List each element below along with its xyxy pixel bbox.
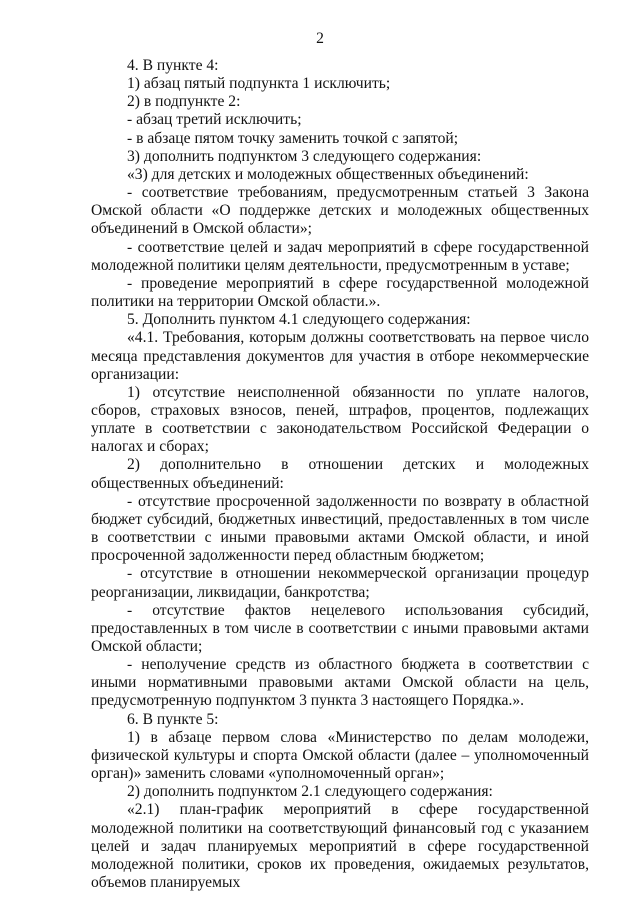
paragraph: «3) для детских и молодежных общественных объединений: xyxy=(127,165,529,183)
paragraph: 2) в подпункте 2: xyxy=(127,93,241,111)
page-number: 2 xyxy=(316,30,324,47)
paragraph: 1) в абзаце первом слова «Министерство по делам молодежи, физической культуры и спорта Омской области (далее – уполномоченный орган)» заменить словами «уполномоченный орган»; xyxy=(91,728,589,783)
paragraph: - абзац третий исключить; xyxy=(127,111,302,129)
paragraph: - отсутствие в отношении некоммерческой организации процедур реорганизации, ликвидации, банкротства; xyxy=(91,565,589,601)
paragraph: - отсутствие просроченной задолженности по возврату в областной бюджет субсидий, бюджетных инвестиций, предоставленных в том числе в соответствии с иными правовыми актами Омской области, и иной просроченной задолженности перед областным бюджетом; xyxy=(91,492,589,565)
paragraph: 2) дополнительно в отношении детских и молодежных общественных объединений: xyxy=(91,456,589,492)
paragraph: - проведение мероприятий в сфере государственной молодежной политики на территории Омской области.». xyxy=(91,274,589,311)
paragraph: «2.1) план-график мероприятий в сфере государственной молодежной политики на соответствующий финансовый год с указанием целей и задач планируемых мероприятий в сфере государственной молодежной политики, сроков их проведения, ожидаемых результатов, объемов планируемых xyxy=(91,801,589,892)
paragraph: 4. В пункте 4: xyxy=(127,57,219,74)
paragraph: 5. Дополнить пунктом 4.1 следующего содержания: xyxy=(127,311,471,329)
paragraph: - отсутствие фактов нецелевого использования субсидий, предоставленных в том числе в соответствии с иными правовыми актами Омской области; xyxy=(91,601,589,655)
paragraph: - в абзаце пятом точку заменить точкой с запятой; xyxy=(127,129,459,147)
paragraph: 2) дополнить подпунктом 2.1 следующего содержания: xyxy=(127,783,493,801)
paragraph: 1) отсутствие неисполненной обязанности по уплате налогов, сборов, страховых взносов, пеней, штрафов, процентов, подлежащих уплате в соответствии с законодательством Российской Федерации о налогах и сборах; xyxy=(91,383,589,456)
paragraph: 6. В пункте 5: xyxy=(127,710,219,728)
paragraph: - соответствие целей и задач мероприятий в сфере государственной молодежной политики целям деятельности, предусмотренным в уставе; xyxy=(91,238,589,274)
paragraph: 1) абзац пятый подпункта 1 исключить; xyxy=(127,75,391,93)
paragraph: - соответствие требованиям, предусмотренным статьей 3 Закона Омской области «О поддержке детских и молодежных общественных объединений в Омской области»; xyxy=(91,184,589,238)
paragraph: 3) дополнить подпунктом 3 следующего содержания: xyxy=(127,147,482,165)
paragraph: «4.1. Требования, которым должны соответствовать на первое число месяца представления документов для участия в отборе некоммерческие организации: xyxy=(91,329,589,383)
paragraph: - неполучение средств из областного бюджета в соответствии с иными нормативными правовыми актами Омской области на цель, предусмотренную подпунктом 3 пункта 3 настоящего Порядка.». xyxy=(91,656,589,710)
document-body xyxy=(91,57,589,892)
